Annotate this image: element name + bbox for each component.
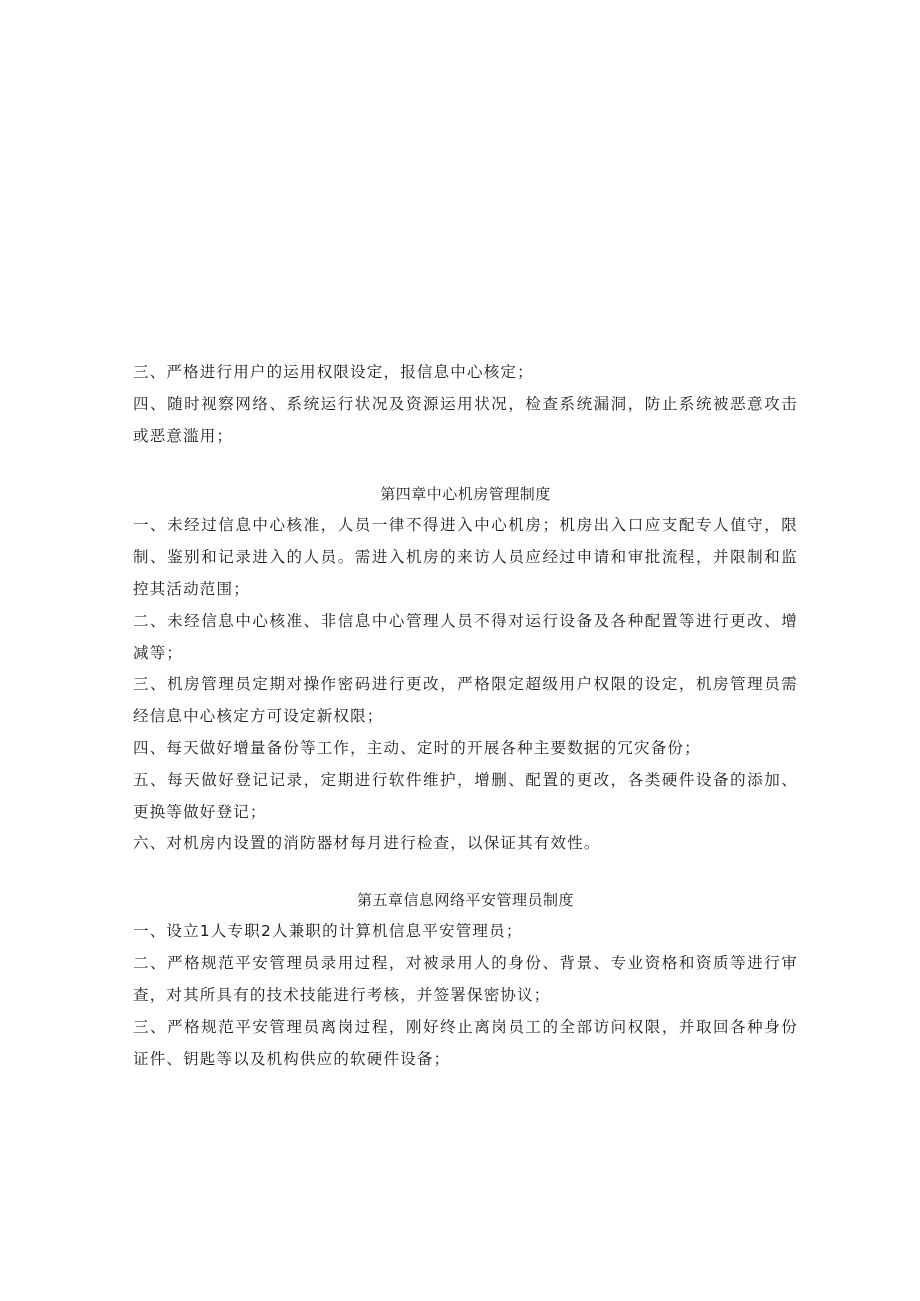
ch4-item3-line2: 经信息中心核定方可设定新权限； <box>133 707 384 725</box>
ch4-item1-line1: 一、未经过信息中心核准，人员一律不得进入中心机房；机房出入口应支配专人值守，限 <box>133 516 798 534</box>
ch4-item2-line2: 减等； <box>133 644 184 662</box>
ch4-item2-line1: 二、未经信息中心核准、非信息中心管理人员不得对运行设备及各种配置等进行更改、增 <box>133 612 798 630</box>
chapter4-title: 第四章中心机房管理制度 <box>380 485 551 503</box>
ch3-item4-line1: 四、随时视察网络、系统运行状况及资源运用状况，检查系统漏洞，防止系统被恶意攻击 <box>133 395 798 413</box>
ch5-item3-line1: 三、严格规范平安管理员离岗过程，刚好终止离岗员工的全部访问权限，并取回各种身份 <box>133 1018 798 1036</box>
chapter5-title: 第五章信息网络平安管理员制度 <box>356 891 574 909</box>
ch4-item3-line1: 三、机房管理员定期对操作密码进行更改，严格限定超级用户权限的设定，机房管理员需 <box>133 675 798 693</box>
ch3-item4-line2: 或恶意滥用； <box>133 427 234 445</box>
ch5-item2-line2: 查，对其所具有的技术技能进行考核，并签署保密协议； <box>133 986 551 1004</box>
ch5-item3-line2: 证件、钥匙等以及机构供应的软硬件设备； <box>133 1050 451 1068</box>
ch4-item1-line2: 制、鉴别和记录进入的人员。需进入机房的来访人员应经过申请和审批流程，并限制和监 <box>133 548 798 566</box>
ch4-item1-line3: 控其活动范围； <box>133 580 250 598</box>
ch5-item2-line1: 二、严格规范平安管理员录用过程，对被录用人的身份、背景、专业资格和资质等进行审 <box>133 954 798 972</box>
ch4-item4: 四、每天做好增量备份等工作，主动、定时的开展各种主要数据的冗灾备份； <box>133 739 701 757</box>
ch4-item5-line2: 更换等做好登记； <box>133 803 267 821</box>
ch3-item3: 三、严格进行用户的运用权限设定，报信息中心核定； <box>133 363 534 381</box>
ch4-item5-line1: 五、每天做好登记记录，定期进行软件维护，增删、配置的更改，各类硬件设备的添加、 <box>133 771 798 789</box>
ch5-item1: 一、设立1人专职2人兼职的计算机信息平安管理员； <box>133 922 523 940</box>
ch4-item6: 六、对机房内设置的消防器材每月进行检查，以保证其有效性。 <box>133 834 601 852</box>
